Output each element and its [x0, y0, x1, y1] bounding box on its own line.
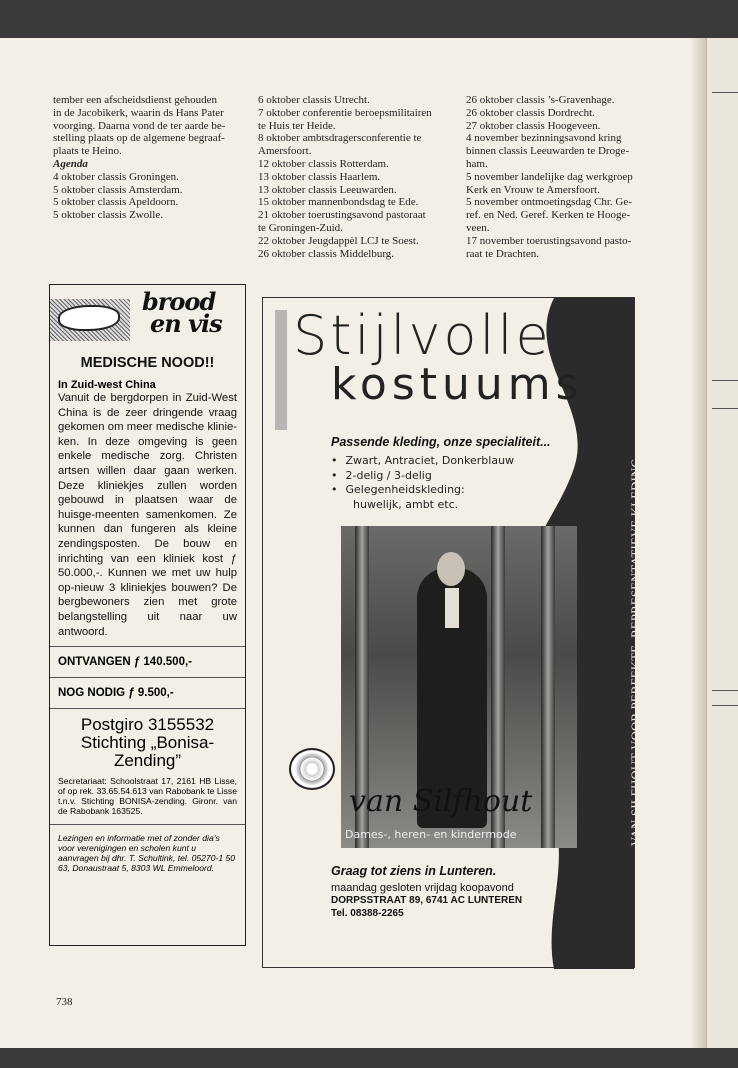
secretariat-text: Secretariaat: Schoolstraat 17, 2161 HB Lisse, of op rek. 33.65.54.613 van Rabobank te Lisse t.n.v. Stichting BONISA-zending. Gironr. van de Rabobank 163525.	[58, 776, 237, 817]
logo-text: brood en vis	[142, 287, 222, 338]
intro-line: in de Jacobikerk, waarin ds Hans Pater	[53, 106, 224, 119]
box-body: Vanuit de bergdorpen in Zuid-West China is de zeer dringende vraag gekomen om meer medische klinie-ken. In deze omgeving is geen enkele medische zorg. Christen artsen willen daar gaan werken. Deze kliniekjes zullen worden gebouwd in plaatsen waar de huisge-meenten samenkomen. Ze kunnen dan fungeren als kleine zendingsposten. De bouw en inrichting van een kliniek kost ƒ 50.000,-. Kunnen we met uw hulp op-nieuw 3 kliniekjes bouwen? De bergbewoners zien met grote belangstelling uit naar uw antwoord.	[58, 392, 237, 638]
fish-icon	[58, 305, 120, 331]
divider	[50, 824, 245, 825]
bullet-item: • Zwart, Antraciet, Donkerblauw	[331, 454, 514, 469]
column-1	[53, 94, 249, 222]
photo-caption: Dames-, heren- en kindermode	[345, 828, 517, 841]
rose-icon	[289, 748, 335, 790]
agenda-item: 13 oktober classis Leeuwarden.	[258, 183, 397, 196]
man-shirt	[445, 588, 459, 628]
agenda-item: 26 oktober classis ’s-Gravenhage.	[466, 94, 615, 106]
giro-info: Postgiro 3155532 Stichting „Bonisa- Zending”	[80, 715, 215, 771]
agenda-item: 15 oktober mannenbondsdag te Ede.	[258, 196, 419, 209]
agenda-item: 21 oktober toerustingsavond pastoraat	[258, 209, 426, 222]
column-3	[466, 94, 662, 260]
received-amount: ONTVANGEN ƒ 140.500,-	[58, 656, 193, 669]
bullet-continuation: huwelijk, ambt etc.	[353, 497, 459, 511]
ad-headline-2: kostuums	[331, 359, 584, 410]
bullet-item: • 2-delig / 3-delig	[331, 469, 514, 484]
next-page-edge	[706, 38, 738, 1048]
agenda-item: 26 oktober classis Middelburg.	[258, 247, 395, 260]
brand-logo: van Silfhout	[349, 784, 533, 819]
agenda-item: 22 oktober Jeugdappèl LCJ te Soest.	[258, 234, 419, 247]
agenda-item: 5 oktober classis Zwolle.	[53, 209, 163, 222]
agenda-item: 4 november bezinningsavond kring	[466, 132, 622, 145]
agenda-item: 5 november ontmoetingsdag Chr. Ge-	[466, 196, 632, 209]
agenda-item: Kerk en Vrouw te Amersfoort.	[466, 183, 600, 196]
agenda-item: ham.	[466, 157, 488, 170]
ad-bullets	[331, 454, 514, 512]
agenda-item: 6 oktober classis Utrecht.	[258, 94, 370, 106]
page-number: 738	[56, 996, 73, 1008]
agenda-item: 26 oktober classis Dordrecht.	[466, 106, 595, 119]
column-2	[258, 94, 458, 260]
bullet-item: • Gelegenheidskleding:	[331, 483, 514, 498]
needed-amount: NOG NODIG ƒ 9.500,-	[58, 687, 174, 700]
agenda-item: 5 oktober classis Amsterdam.	[53, 183, 183, 196]
ad-headline-1: Stijlvolle	[293, 304, 552, 367]
agenda-item: ref. en Ned. Geref. Kerken te Hooge-	[466, 209, 631, 222]
next-page-rule	[712, 408, 738, 409]
vertical-slogan: VAN SILFHOUT VOOR PERFEKTE, REPRESENTATIEVE KLEDING	[629, 458, 643, 846]
agenda-item: 4 oktober classis Groningen.	[53, 170, 179, 183]
agenda-item: te Huis ter Heide.	[258, 119, 336, 132]
agenda-item: 27 oktober classis Hoogeveen.	[466, 119, 601, 132]
intro-line: tember een afscheidsdienst gehouden	[53, 94, 218, 106]
agenda-item: Amersfoort.	[258, 145, 312, 158]
next-page-rule	[712, 92, 738, 93]
pillar	[541, 526, 555, 848]
agenda-heading: Agenda	[53, 157, 88, 170]
ad-tagline: Passende kleding, onze specialiteit...	[331, 435, 551, 449]
agenda-item: binnen classis Leeuwarden te Droge-	[466, 145, 630, 158]
box-subtitle: In Zuid-west China	[58, 379, 156, 391]
agenda-item: 5 oktober classis Apeldoorn.	[53, 196, 179, 209]
next-page-rule	[712, 705, 738, 706]
clothing-advert	[262, 297, 643, 968]
next-page-rule	[712, 690, 738, 691]
agenda-item: 5 november landelijke dag werkgroep	[466, 170, 633, 183]
box-title: MEDISCHE NOOD!!	[80, 355, 215, 371]
divider	[50, 708, 245, 709]
lectures-text: Lezingen en informatie met of zonder dia’s voor verenigingen en scholen kunt u aanvragen bij dhr. T. Schultink, tel. 05270-1 50 63, Donaustraat 5, 8303 WL Emmeloord.	[58, 833, 236, 874]
divider	[50, 646, 245, 647]
agenda-item: 7 oktober conferentie beroepsmilitairen	[258, 106, 432, 119]
agenda-item: veen.	[466, 221, 490, 234]
intro-line: stelling plaats op de algemene begraaf-	[53, 132, 225, 145]
agenda-item: 12 oktober classis Rotterdam.	[258, 157, 389, 170]
man-head	[437, 552, 465, 586]
agenda-item: raat te Drachten.	[466, 247, 539, 260]
agenda-item: 8 oktober ambtsdragersconferentie te	[258, 132, 422, 145]
intro-line: plaats te Heino.	[53, 145, 122, 158]
grey-accent-bar	[275, 310, 287, 430]
ad-footer: Graag tot ziens in Lunteren. maandag gesloten vrijdag koopavond DORPSSTRAAT 89, 6741 AC LUNTEREN Tel. 08388-2265	[331, 864, 523, 919]
agenda-item: te Groningen-Zuid.	[258, 221, 343, 234]
charity-advert-box	[49, 284, 246, 946]
agenda-item: 13 oktober classis Haarlem.	[258, 170, 381, 183]
intro-line: voorging. Daarna vond de ter aarde be-	[53, 119, 226, 132]
brood-en-vis-logo	[50, 285, 245, 345]
next-page-rule	[712, 380, 738, 381]
divider	[50, 677, 245, 678]
agenda-item: 17 november toerustingsavond pasto-	[466, 234, 632, 247]
